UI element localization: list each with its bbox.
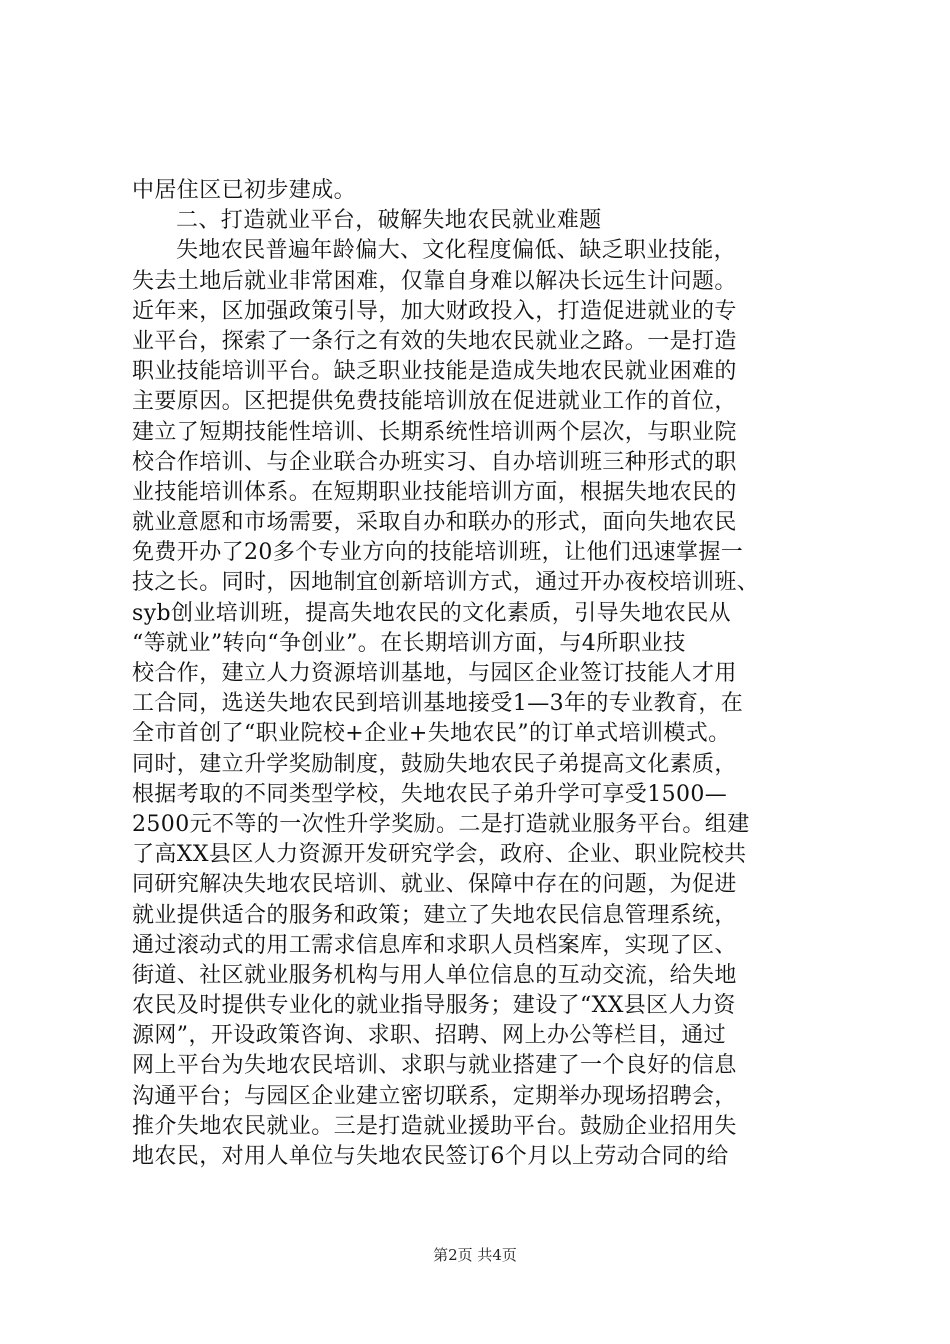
text-line: 地农民，对用人单位与失地农民签订6个月以上劳动合同的给 [132,1144,729,1169]
text-line: 失地农民普遍年龄偏大、文化程度偏低、缺乏职业技能， [176,238,737,264]
text-line: 推介失地农民就业。三是打造就业援助平台。鼓励企业招用失 [132,1113,737,1139]
text-line: 技之长。同时，因地制宜创新培训方式，通过开办夜校培训班、 [132,570,760,596]
text-line: 免费开办了20多个专业方向的技能培训班，让他们迅速掌握一 [132,540,744,566]
text-line: 源网”，开设政策咨询、求职、招聘、网上办公等栏目，通过 [132,1023,727,1049]
text-line: 二、打造就业平台，破解失地农民就业难题 [176,208,602,234]
text-line: 网上平台为失地农民培训、求职与就业搭建了一个良好的信息 [132,1053,737,1079]
text-line: 中居住区已初步建成。 [132,178,357,203]
text-line: 街道、社区就业服务机构与用人单位信息的互动交流，给失地 [132,962,737,988]
text-line: 通过滚动式的用工需求信息库和求职人员档案库，实现了区、 [132,932,737,958]
text-line: 主要原因。区把提供免费技能培训放在促进就业工作的首位， [132,389,737,415]
text-line: 就业提供适合的服务和政策；建立了失地农民信息管理系统， [132,902,737,928]
text-line: syb创业培训班，提高失地农民的文化素质，引导失地农民从 [132,600,732,626]
text-line: 同时，建立升学奖励制度，鼓励失地农民子弟提高文化素质， [132,751,737,777]
text-line: 沟通平台；与园区企业建立密切联系，定期举办现场招聘会， [132,1083,737,1109]
body-text [132,176,828,1172]
text-line: 了高XX县区人力资源开发研究学会，政府、企业、职业院校共 [132,842,747,868]
text-line: 同研究解决失地农民培训、就业、保障中存在的问题，为促进 [132,872,737,898]
text-line: 校合作，建立人力资源培训基地，与园区企业签订技能人才用 [132,661,737,686]
text-line: 业平台，探索了一条行之有效的失地农民就业之路。一是打造 [132,328,737,354]
page-footer: 第2页 共4页 [433,1246,517,1264]
text-line: 建立了短期技能性培训、长期系统性培训两个层次，与职业院 [132,419,737,445]
text-line: 就业意愿和市场需要，采取自办和联办的形式，面向失地农民 [132,510,737,536]
text-line: 职业技能培训平台。缺乏职业技能是造成失地农民就业困难的 [132,359,737,385]
text-line: 全市首创了“职业院校+企业+失地农民”的订单式培训模式。 [132,721,731,747]
text-line: 2500元不等的一次性升学奖励。二是打造就业服务平台。组建 [132,811,750,837]
text-line: “等就业”转向“争创业”。在长期培训方面，与4所职业技 [132,630,686,656]
text-line: 业技能培训体系。在短期职业技能培训方面，根据失地农民的 [132,479,737,505]
text-line: 农民及时提供专业化的就业指导服务；建设了“XX县区人力资 [132,993,736,1019]
text-line: 工合同，选送失地农民到培训基地接受1—3年的专业教育，在 [132,691,744,717]
text-line: 失去土地后就业非常困难，仅靠自身难以解决长远生计问题。 [132,268,737,294]
text-line: 根据考取的不同类型学校，失地农民子弟升学可享受1500— [132,781,728,807]
text-line: 校合作培训、与企业联合办班实习、自办培训班三种形式的职 [132,449,737,475]
text-line: 近年来，区加强政策引导，加大财政投入，打造促进就业的专 [132,298,737,324]
